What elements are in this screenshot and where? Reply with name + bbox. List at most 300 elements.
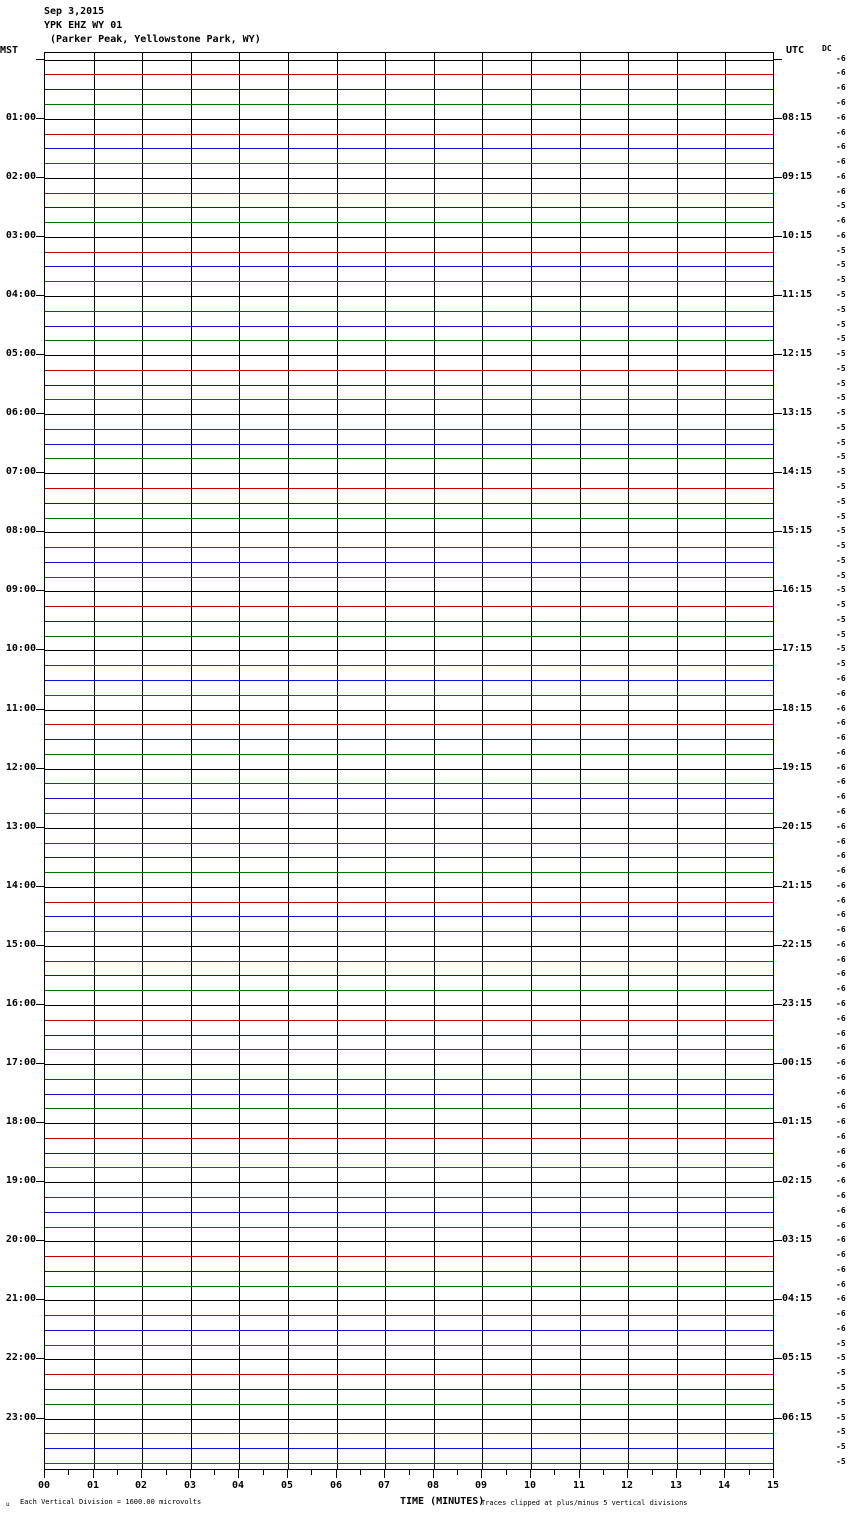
x-axis-tick xyxy=(384,1470,385,1478)
dc-value-label: -6 xyxy=(836,866,846,875)
seismic-trace xyxy=(45,857,773,858)
hour-tick-right xyxy=(774,236,782,237)
seismic-trace xyxy=(45,591,773,592)
hour-label-mst: 22:00 xyxy=(5,1352,36,1363)
x-axis-tick xyxy=(44,1470,45,1478)
dc-value-label: -6 xyxy=(836,216,846,225)
hour-tick-left xyxy=(36,1181,44,1182)
seismic-trace xyxy=(45,1153,773,1154)
seismic-trace xyxy=(45,606,773,607)
hour-tick-right xyxy=(774,590,782,591)
dc-value-label: -6 xyxy=(836,1294,846,1303)
seismic-trace xyxy=(45,1005,773,1006)
seismic-trace xyxy=(45,636,773,637)
header-date: Sep 3,2015 xyxy=(44,6,105,17)
dc-value-label: -5 xyxy=(836,246,846,255)
dc-value-label: -6 xyxy=(836,910,846,919)
dc-value-label: -6 xyxy=(836,1073,846,1082)
hour-label-utc: 15:15 xyxy=(782,525,813,536)
dc-value-label: -6 xyxy=(836,1117,846,1126)
hour-label-mst: 20:00 xyxy=(5,1234,36,1245)
hour-label-mst: 06:00 xyxy=(5,407,36,418)
seismic-trace xyxy=(45,946,773,947)
dc-value-label: -5 xyxy=(836,1413,846,1422)
seismic-trace xyxy=(45,710,773,711)
seismic-trace xyxy=(45,769,773,770)
dc-value-label: -6 xyxy=(836,925,846,934)
hour-label-utc: 05:15 xyxy=(782,1352,813,1363)
dc-value-label: -6 xyxy=(836,1280,846,1289)
dc-value-label: -6 xyxy=(836,1265,846,1274)
seismic-trace xyxy=(45,1064,773,1065)
seismic-trace xyxy=(45,370,773,371)
hour-tick-right xyxy=(774,768,782,769)
hour-tick-left xyxy=(36,945,44,946)
seismic-trace xyxy=(45,828,773,829)
seismic-trace xyxy=(45,1035,773,1036)
hour-label-utc: 19:15 xyxy=(782,762,813,773)
dc-value-label: -6 xyxy=(836,748,846,757)
seismic-trace xyxy=(45,473,773,474)
dc-value-label: -5 xyxy=(836,600,846,609)
dc-value-label: -5 xyxy=(836,393,846,402)
dc-value-label: -5 xyxy=(836,644,846,653)
dc-value-label: -5 xyxy=(836,1353,846,1362)
dc-value-label: -6 xyxy=(836,1206,846,1215)
hour-label-mst: 01:00 xyxy=(5,112,36,123)
dc-value-label: -5 xyxy=(836,305,846,314)
seismic-trace xyxy=(45,340,773,341)
hour-label-mst: 10:00 xyxy=(5,643,36,654)
hour-tick-right xyxy=(774,413,782,414)
dc-value-label: -5 xyxy=(836,630,846,639)
x-axis-tick xyxy=(141,1470,142,1478)
x-axis-minor-tick xyxy=(506,1470,507,1475)
hour-tick-left xyxy=(36,590,44,591)
header-location: (Parker Peak, Yellowstone Park, WY) xyxy=(50,34,261,45)
dc-value-label: -6 xyxy=(836,1014,846,1023)
dc-value-label: -6 xyxy=(836,1250,846,1259)
seismic-trace xyxy=(45,1182,773,1183)
seismic-trace xyxy=(45,562,773,563)
seismic-trace xyxy=(45,148,773,149)
x-axis-minor-tick xyxy=(214,1470,215,1475)
hour-label-mst: 16:00 xyxy=(5,998,36,1009)
dc-value-label: -5 xyxy=(836,526,846,535)
x-axis-minor-tick xyxy=(360,1470,361,1475)
dc-column-header: DC xyxy=(822,44,832,53)
dc-value-label: -6 xyxy=(836,172,846,181)
seismic-trace xyxy=(45,887,773,888)
hour-label-utc: 21:15 xyxy=(782,880,813,891)
seismic-trace xyxy=(45,355,773,356)
footer-micro-prefix: u xyxy=(6,1501,10,1508)
seismic-trace xyxy=(45,961,773,962)
dc-value-label: -6 xyxy=(836,187,846,196)
x-axis-tick-label: 13 xyxy=(669,1480,683,1491)
left-timezone-label: MST xyxy=(0,45,19,56)
hour-tick-left xyxy=(36,531,44,532)
hour-tick-right xyxy=(774,59,782,60)
seismic-trace xyxy=(45,74,773,75)
x-axis-minor-tick xyxy=(166,1470,167,1475)
dc-value-label: -6 xyxy=(836,969,846,978)
hour-label-mst: 12:00 xyxy=(5,762,36,773)
x-axis-ticks xyxy=(44,1470,774,1478)
seismic-trace xyxy=(45,665,773,666)
dc-value-label: -5 xyxy=(836,556,846,565)
hour-label-utc: 14:15 xyxy=(782,466,813,477)
hour-tick-left xyxy=(36,709,44,710)
x-axis-minor-tick xyxy=(652,1470,653,1475)
hour-tick-left xyxy=(36,1122,44,1123)
hour-label-utc: 10:15 xyxy=(782,230,813,241)
hour-label-utc: 00:15 xyxy=(782,1057,813,1068)
hour-label-utc: 23:15 xyxy=(782,998,813,1009)
hour-tick-right xyxy=(774,1299,782,1300)
seismic-trace xyxy=(45,990,773,991)
dc-value-label: -5 xyxy=(836,1368,846,1377)
seismic-trace xyxy=(45,1345,773,1346)
dc-value-label: -6 xyxy=(836,68,846,77)
seismic-trace xyxy=(45,237,773,238)
seismic-trace xyxy=(45,931,773,932)
dc-value-label: -5 xyxy=(836,1457,846,1466)
seismic-trace xyxy=(45,783,773,784)
hour-label-mst: 07:00 xyxy=(5,466,36,477)
hour-tick-right xyxy=(774,827,782,828)
dc-value-label: -6 xyxy=(836,1324,846,1333)
hour-label-utc: 09:15 xyxy=(782,171,813,182)
hour-tick-right xyxy=(774,886,782,887)
hour-tick-left xyxy=(36,472,44,473)
dc-value-label: -6 xyxy=(836,792,846,801)
dc-value-label: -6 xyxy=(836,674,846,683)
x-axis-tick xyxy=(190,1470,191,1478)
footer-clip-note: Traces clipped at plus/minus 5 vertical divisions xyxy=(481,1499,688,1507)
seismic-trace xyxy=(45,1433,773,1434)
dc-value-label: -6 xyxy=(836,128,846,137)
x-axis-tick xyxy=(530,1470,531,1478)
header-station: YPK EHZ WY 01 xyxy=(44,20,123,31)
hour-tick-left xyxy=(36,295,44,296)
hour-tick-right xyxy=(774,295,782,296)
dc-value-label: -6 xyxy=(836,807,846,816)
dc-value-label: -6 xyxy=(836,1221,846,1230)
dc-value-label: -5 xyxy=(836,364,846,373)
dc-value-label: -6 xyxy=(836,1102,846,1111)
x-axis-tick-label: 05 xyxy=(280,1480,294,1491)
x-axis-tick xyxy=(287,1470,288,1478)
hour-tick-left xyxy=(36,1063,44,1064)
seismic-trace xyxy=(45,385,773,386)
hour-tick-left xyxy=(36,649,44,650)
dc-value-label: -6 xyxy=(836,851,846,860)
seismic-trace xyxy=(45,296,773,297)
dc-value-label: -6 xyxy=(836,1043,846,1052)
hour-label-utc: 22:15 xyxy=(782,939,813,950)
footer-scale-note: Each Vertical Division = 1600.00 microvolts xyxy=(20,1498,202,1506)
seismic-trace xyxy=(45,916,773,917)
x-axis-tick xyxy=(676,1470,677,1478)
seismic-trace xyxy=(45,444,773,445)
dc-value-label: -5 xyxy=(836,482,846,491)
seismic-trace xyxy=(45,1256,773,1257)
hour-label-mst: 18:00 xyxy=(5,1116,36,1127)
x-axis-minor-tick xyxy=(263,1470,264,1475)
seismic-trace xyxy=(45,754,773,755)
seismic-trace xyxy=(45,1049,773,1050)
x-axis-minor-tick xyxy=(457,1470,458,1475)
seismic-trace xyxy=(45,1167,773,1168)
dc-value-label: -5 xyxy=(836,512,846,521)
hour-tick-left xyxy=(36,177,44,178)
x-axis-tick xyxy=(238,1470,239,1478)
dc-value-label: -6 xyxy=(836,689,846,698)
seismic-trace xyxy=(45,1227,773,1228)
dc-value-label: -5 xyxy=(836,201,846,210)
x-axis-tick xyxy=(579,1470,580,1478)
dc-value-label: -5 xyxy=(836,659,846,668)
seismic-trace xyxy=(45,532,773,533)
hour-tick-right xyxy=(774,177,782,178)
dc-value-label: -5 xyxy=(836,497,846,506)
x-axis-tick xyxy=(433,1470,434,1478)
seismic-trace xyxy=(45,1108,773,1109)
dc-value-label: -5 xyxy=(836,1383,846,1392)
seismic-trace xyxy=(45,695,773,696)
dc-value-label: -6 xyxy=(836,999,846,1008)
dc-value-label: -6 xyxy=(836,231,846,240)
dc-value-label: -5 xyxy=(836,541,846,550)
x-axis-tick-label: 14 xyxy=(717,1480,731,1491)
seismic-trace xyxy=(45,326,773,327)
x-axis-tick-label: 03 xyxy=(183,1480,197,1491)
hour-tick-right xyxy=(774,354,782,355)
hour-label-mst: 02:00 xyxy=(5,171,36,182)
hour-tick-right xyxy=(774,1358,782,1359)
hour-label-utc: 08:15 xyxy=(782,112,813,123)
hour-label-mst: 05:00 xyxy=(5,348,36,359)
hour-label-utc: 20:15 xyxy=(782,821,813,832)
x-axis-tick xyxy=(773,1470,774,1478)
dc-value-label: -6 xyxy=(836,157,846,166)
hour-tick-left xyxy=(36,886,44,887)
x-axis-minor-tick xyxy=(68,1470,69,1475)
seismic-trace xyxy=(45,429,773,430)
dc-value-label: -6 xyxy=(836,1191,846,1200)
seismic-trace xyxy=(45,458,773,459)
x-axis-tick xyxy=(481,1470,482,1478)
hour-tick-right xyxy=(774,118,782,119)
dc-value-label: -6 xyxy=(836,1161,846,1170)
seismic-trace xyxy=(45,281,773,282)
dc-value-label: -6 xyxy=(836,113,846,122)
hour-tick-right xyxy=(774,649,782,650)
dc-value-label: -5 xyxy=(836,379,846,388)
dc-value-label: -6 xyxy=(836,1058,846,1067)
dc-value-label: -5 xyxy=(836,349,846,358)
hour-label-utc: 02:15 xyxy=(782,1175,813,1186)
dc-value-label: -5 xyxy=(836,334,846,343)
seismic-trace xyxy=(45,1359,773,1360)
dc-value-label: -5 xyxy=(836,260,846,269)
dc-value-label: -5 xyxy=(836,290,846,299)
hour-tick-left xyxy=(36,1004,44,1005)
dc-value-label: -6 xyxy=(836,1088,846,1097)
seismic-trace xyxy=(45,547,773,548)
hour-tick-right xyxy=(774,1004,782,1005)
dc-value-label: -5 xyxy=(836,408,846,417)
dc-value-label: -5 xyxy=(836,452,846,461)
x-axis-tick-label: 08 xyxy=(426,1480,440,1491)
hour-label-utc: 12:15 xyxy=(782,348,813,359)
seismic-trace xyxy=(45,163,773,164)
seismic-trace xyxy=(45,843,773,844)
x-axis-minor-tick xyxy=(700,1470,701,1475)
hour-label-utc: 18:15 xyxy=(782,703,813,714)
seismic-trace xyxy=(45,1330,773,1331)
x-axis-tick xyxy=(627,1470,628,1478)
seismic-trace xyxy=(45,1419,773,1420)
seismic-trace xyxy=(45,399,773,400)
seismic-trace xyxy=(45,178,773,179)
seismic-trace xyxy=(45,1286,773,1287)
seismic-trace xyxy=(45,1020,773,1021)
dc-value-label: -6 xyxy=(836,881,846,890)
x-axis-minor-tick xyxy=(554,1470,555,1475)
seismic-trace xyxy=(45,621,773,622)
seismic-trace xyxy=(45,739,773,740)
hour-tick-left xyxy=(36,1418,44,1419)
seismic-trace xyxy=(45,650,773,651)
hour-tick-right xyxy=(774,1063,782,1064)
dc-value-label: -6 xyxy=(836,763,846,772)
hour-label-utc: 03:15 xyxy=(782,1234,813,1245)
seismic-trace xyxy=(45,813,773,814)
hour-label-utc: 01:15 xyxy=(782,1116,813,1127)
x-axis-tick-label: 02 xyxy=(134,1480,148,1491)
dc-value-label: -5 xyxy=(836,467,846,476)
dc-value-label: -6 xyxy=(836,1309,846,1318)
dc-value-label: -6 xyxy=(836,1176,846,1185)
seismic-trace xyxy=(45,1271,773,1272)
dc-value-label: -6 xyxy=(836,83,846,92)
seismic-trace xyxy=(45,1212,773,1213)
hour-tick-left xyxy=(36,236,44,237)
x-axis-minor-tick xyxy=(749,1470,750,1475)
x-axis-tick-label: 00 xyxy=(37,1480,51,1491)
seismic-trace xyxy=(45,104,773,105)
dc-value-label: -5 xyxy=(836,275,846,284)
x-axis-tick-label: 01 xyxy=(86,1480,100,1491)
seismic-trace xyxy=(45,872,773,873)
hour-label-utc: 06:15 xyxy=(782,1412,813,1423)
x-axis-tick-label: 15 xyxy=(766,1480,780,1491)
hour-tick-right xyxy=(774,709,782,710)
hour-tick-right xyxy=(774,1240,782,1241)
hour-label-utc: 11:15 xyxy=(782,289,813,300)
seismic-trace xyxy=(45,1463,773,1464)
dc-value-label: -6 xyxy=(836,940,846,949)
seismic-trace xyxy=(45,488,773,489)
seismic-trace xyxy=(45,311,773,312)
dc-value-label: -5 xyxy=(836,1339,846,1348)
dc-value-label: -6 xyxy=(836,1235,846,1244)
hour-label-mst: 04:00 xyxy=(5,289,36,300)
x-axis-tick-label: 11 xyxy=(572,1480,586,1491)
dc-value-label: -6 xyxy=(836,837,846,846)
x-axis-tick-label: 12 xyxy=(620,1480,634,1491)
dc-value-label: -5 xyxy=(836,585,846,594)
seismic-trace xyxy=(45,89,773,90)
dc-value-label: -6 xyxy=(836,142,846,151)
dc-value-label: -5 xyxy=(836,571,846,580)
hour-tick-right xyxy=(774,531,782,532)
seismic-trace xyxy=(45,902,773,903)
dc-value-label: -6 xyxy=(836,98,846,107)
dc-value-label: -6 xyxy=(836,955,846,964)
dc-value-label: -6 xyxy=(836,704,846,713)
dc-value-label: -5 xyxy=(836,615,846,624)
dc-value-label: -5 xyxy=(836,1442,846,1451)
seismic-trace xyxy=(45,207,773,208)
x-axis-minor-tick xyxy=(117,1470,118,1475)
seismic-trace xyxy=(45,1300,773,1301)
seismic-trace xyxy=(45,193,773,194)
hour-tick-left xyxy=(36,118,44,119)
dc-value-label: -6 xyxy=(836,54,846,63)
x-axis-tick xyxy=(93,1470,94,1478)
x-axis-tick-label: 10 xyxy=(523,1480,537,1491)
seismic-trace xyxy=(45,680,773,681)
dc-value-label: -6 xyxy=(836,733,846,742)
hour-tick-left xyxy=(36,1358,44,1359)
seismic-trace xyxy=(45,1315,773,1316)
hour-label-mst: 14:00 xyxy=(5,880,36,891)
hour-label-mst: 15:00 xyxy=(5,939,36,950)
dc-value-label: -5 xyxy=(836,320,846,329)
hour-label-mst: 13:00 xyxy=(5,821,36,832)
seismic-trace xyxy=(45,577,773,578)
x-axis-tick xyxy=(724,1470,725,1478)
hour-tick-left xyxy=(36,413,44,414)
seismic-trace xyxy=(45,1389,773,1390)
dc-value-label: -6 xyxy=(836,1029,846,1038)
x-axis-minor-tick xyxy=(409,1470,410,1475)
seismic-trace xyxy=(45,1138,773,1139)
dc-value-label: -5 xyxy=(836,1398,846,1407)
x-axis-tick-label: 07 xyxy=(377,1480,391,1491)
seismic-trace xyxy=(45,222,773,223)
x-axis-title: TIME (MINUTES) xyxy=(400,1496,485,1507)
hour-label-mst: 08:00 xyxy=(5,525,36,536)
x-axis-tick xyxy=(336,1470,337,1478)
dc-value-label: -6 xyxy=(836,896,846,905)
hour-label-mst: 09:00 xyxy=(5,584,36,595)
hour-tick-right xyxy=(774,1181,782,1182)
x-axis-tick-label: 06 xyxy=(329,1480,343,1491)
hour-label-utc: 17:15 xyxy=(782,643,813,654)
seismic-trace xyxy=(45,975,773,976)
dc-value-label: -6 xyxy=(836,1132,846,1141)
hour-tick-left xyxy=(36,768,44,769)
seismic-trace xyxy=(45,1094,773,1095)
seismic-trace xyxy=(45,1241,773,1242)
hour-tick-right xyxy=(774,472,782,473)
hour-tick-right xyxy=(774,1418,782,1419)
hour-tick-right xyxy=(774,1122,782,1123)
